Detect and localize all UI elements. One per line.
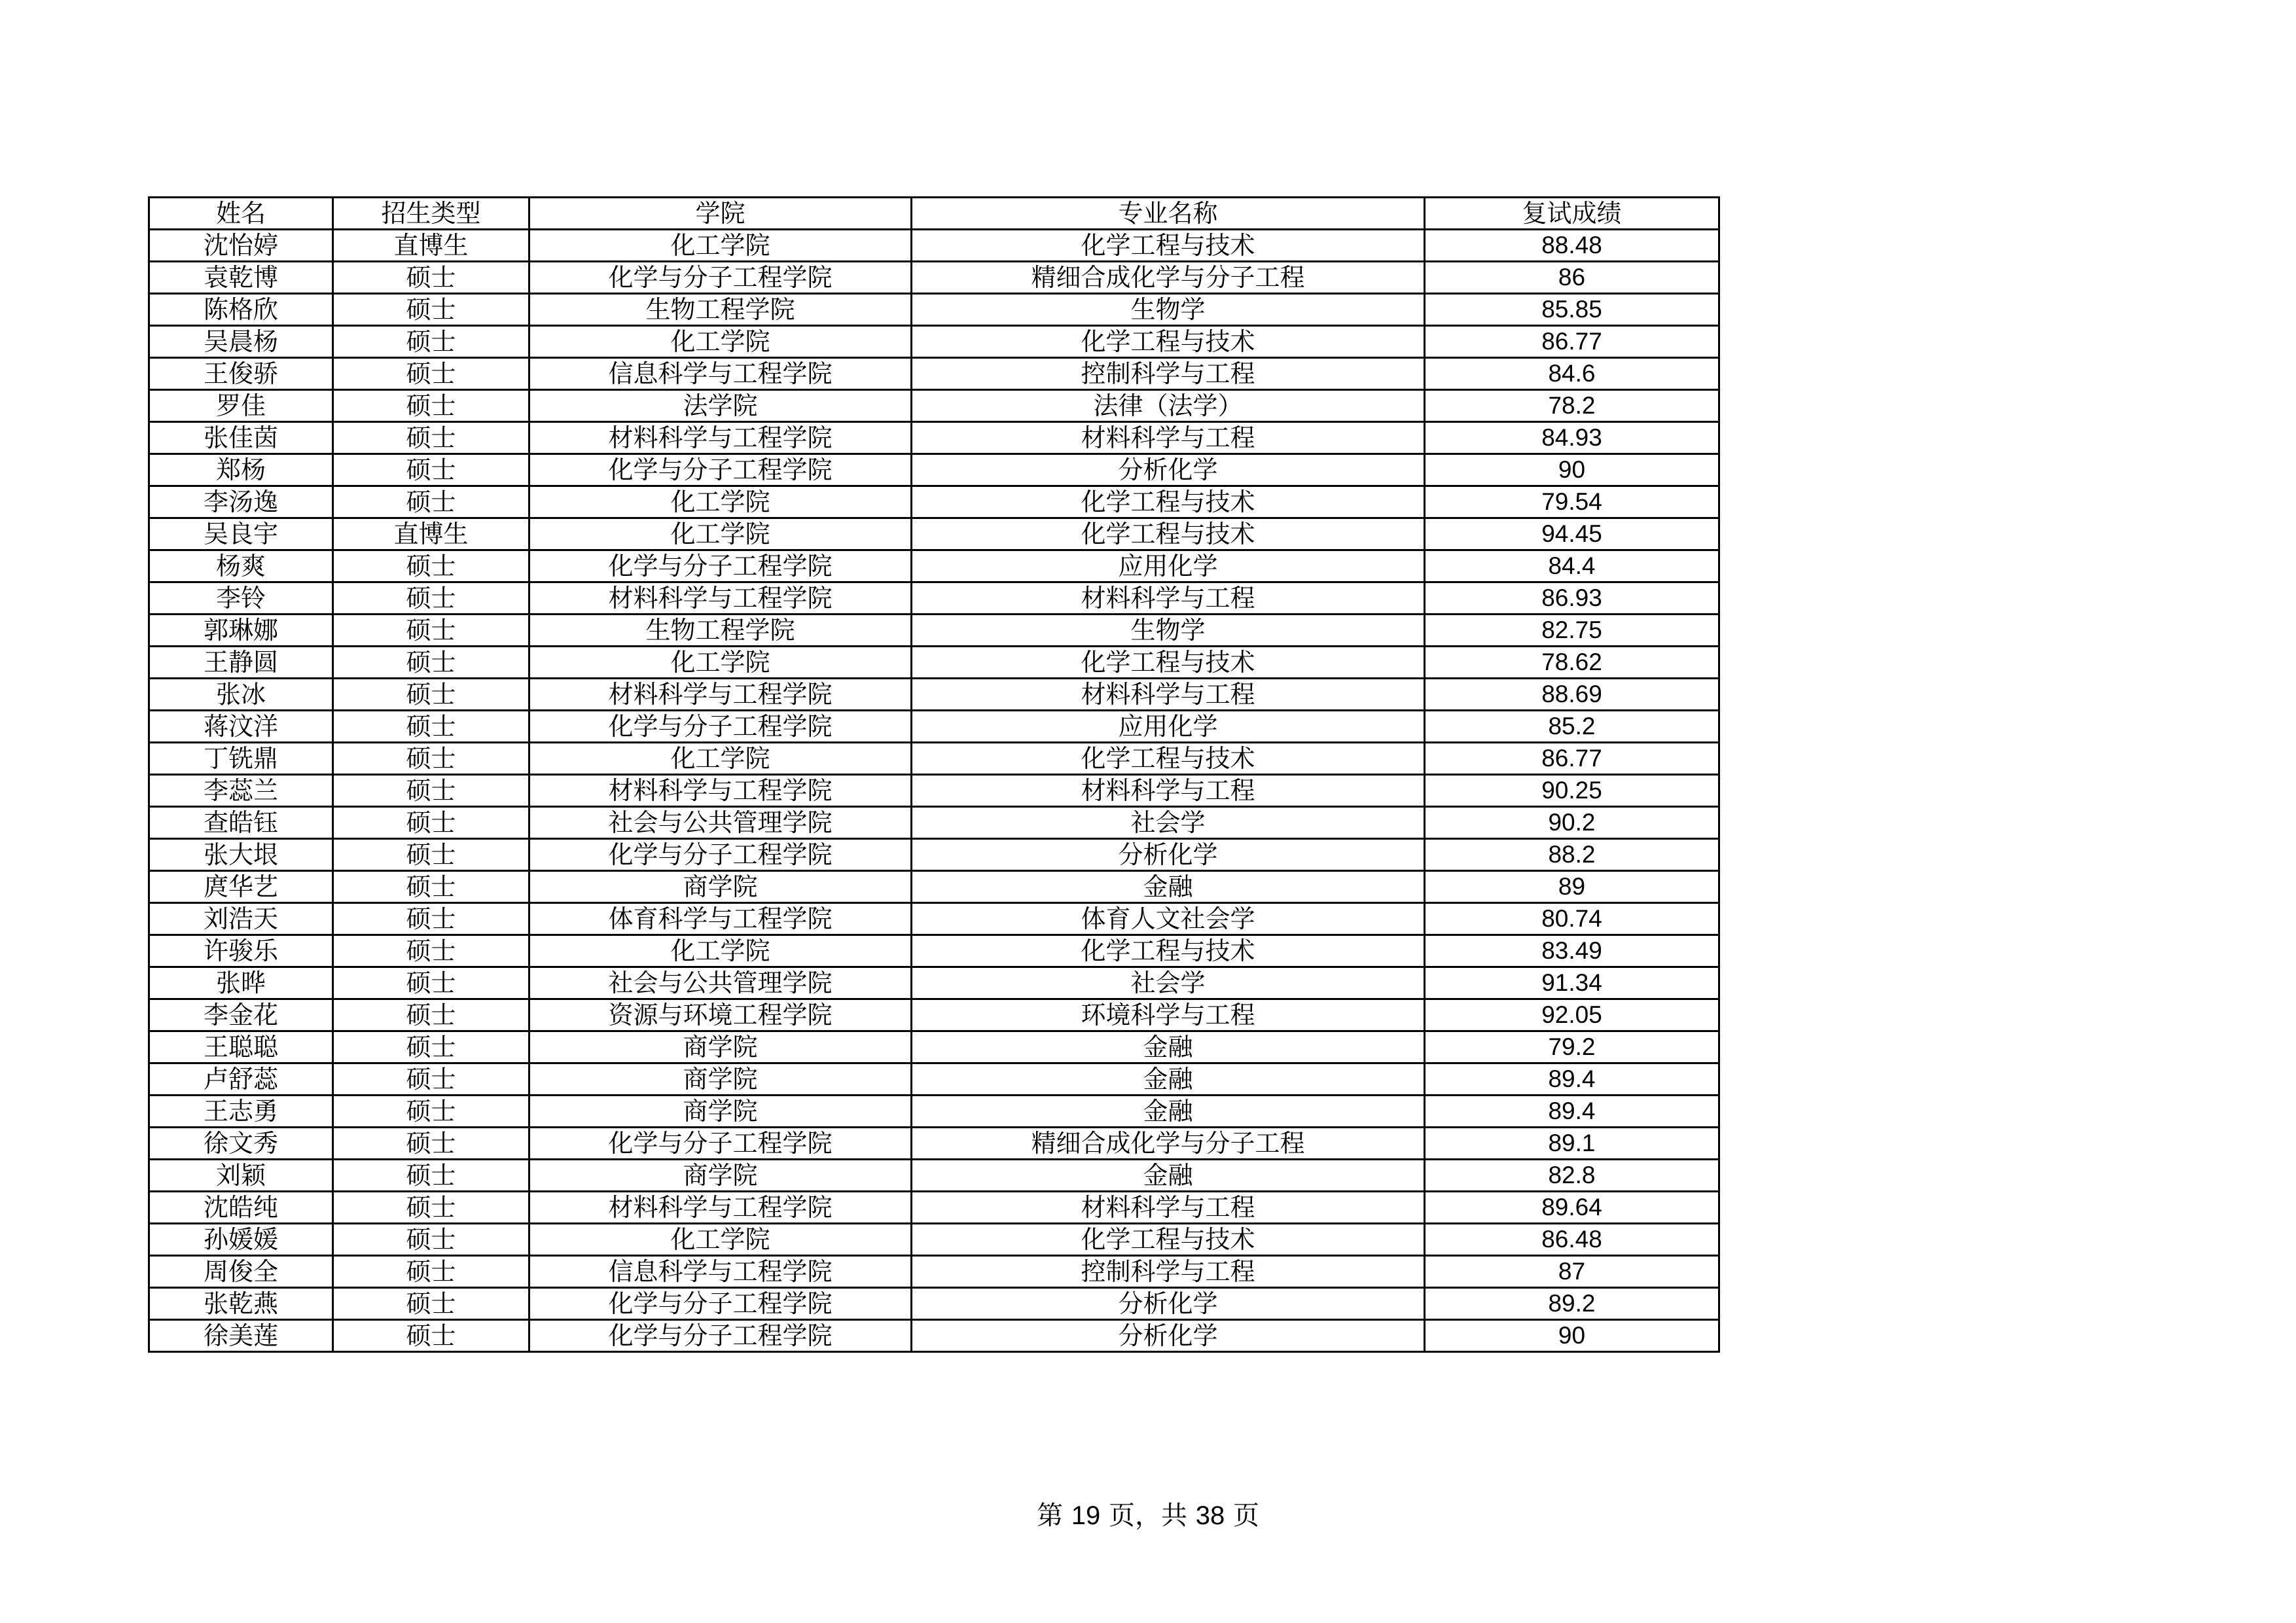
cell-type: 硕士 xyxy=(333,967,529,999)
table-row xyxy=(149,647,1719,679)
cell-college: 商学院 xyxy=(529,871,912,903)
cell-type: 硕士 xyxy=(333,486,529,518)
cell-college: 社会与公共管理学院 xyxy=(529,807,912,839)
cell-name: 李铃 xyxy=(149,582,333,615)
cell-type: 硕士 xyxy=(333,326,529,358)
table-row xyxy=(149,1288,1719,1320)
cell-score: 89.64 xyxy=(1425,1192,1719,1224)
page-footer xyxy=(0,1500,2296,1531)
cell-major: 金融 xyxy=(912,1096,1425,1128)
cell-major: 法律（法学） xyxy=(912,390,1425,422)
table-row xyxy=(149,358,1719,390)
table-row xyxy=(149,486,1719,518)
cell-score: 91.34 xyxy=(1425,967,1719,999)
table-row xyxy=(149,422,1719,454)
cell-major: 分析化学 xyxy=(912,839,1425,871)
cell-college: 化学与分子工程学院 xyxy=(529,550,912,582)
cell-name: 杨爽 xyxy=(149,550,333,582)
table-row xyxy=(149,1063,1719,1096)
cell-major: 金融 xyxy=(912,871,1425,903)
cell-major: 化学工程与技术 xyxy=(912,230,1425,262)
cell-score: 89 xyxy=(1425,871,1719,903)
cell-name: 郑杨 xyxy=(149,454,333,486)
cell-score: 86.77 xyxy=(1425,743,1719,775)
cell-type: 直博生 xyxy=(333,230,529,262)
cell-score: 83.49 xyxy=(1425,935,1719,967)
cell-major: 材料科学与工程 xyxy=(912,775,1425,807)
cell-major: 金融 xyxy=(912,1063,1425,1096)
footer-current-page: 19 xyxy=(1071,1501,1101,1530)
cell-college: 法学院 xyxy=(529,390,912,422)
table-row xyxy=(149,807,1719,839)
table-row xyxy=(149,679,1719,711)
cell-score: 85.2 xyxy=(1425,711,1719,743)
cell-score: 89.4 xyxy=(1425,1096,1719,1128)
cell-major: 化学工程与技术 xyxy=(912,486,1425,518)
cell-major: 体育人文社会学 xyxy=(912,903,1425,935)
table-row xyxy=(149,1224,1719,1256)
cell-college: 化学与分子工程学院 xyxy=(529,711,912,743)
cell-major: 化学工程与技术 xyxy=(912,935,1425,967)
cell-major: 精细合成化学与分子工程 xyxy=(912,262,1425,294)
cell-name: 李金花 xyxy=(149,999,333,1031)
cell-major: 生物学 xyxy=(912,615,1425,647)
cell-name: 王志勇 xyxy=(149,1096,333,1128)
cell-name: 庹华艺 xyxy=(149,871,333,903)
cell-college: 商学院 xyxy=(529,1031,912,1063)
cell-type: 硕士 xyxy=(333,1288,529,1320)
cell-score: 84.6 xyxy=(1425,358,1719,390)
table-row xyxy=(149,1096,1719,1128)
cell-major: 化学工程与技术 xyxy=(912,326,1425,358)
cell-score: 86 xyxy=(1425,262,1719,294)
cell-major: 金融 xyxy=(912,1160,1425,1192)
cell-score: 86.48 xyxy=(1425,1224,1719,1256)
table-row xyxy=(149,1256,1719,1288)
cell-college: 化学与分子工程学院 xyxy=(529,262,912,294)
cell-major: 材料科学与工程 xyxy=(912,679,1425,711)
cell-name: 查皓钰 xyxy=(149,807,333,839)
table-row xyxy=(149,454,1719,486)
footer-prefix: 第 xyxy=(1037,1501,1064,1531)
cell-score: 94.45 xyxy=(1425,518,1719,550)
cell-college: 材料科学与工程学院 xyxy=(529,422,912,454)
cell-name: 许骏乐 xyxy=(149,935,333,967)
cell-name: 张冰 xyxy=(149,679,333,711)
cell-type: 硕士 xyxy=(333,711,529,743)
cell-name: 丁铣鼎 xyxy=(149,743,333,775)
table-row xyxy=(149,1031,1719,1063)
table-row xyxy=(149,711,1719,743)
table-row xyxy=(149,1320,1719,1352)
cell-type: 硕士 xyxy=(333,1128,529,1160)
cell-type: 硕士 xyxy=(333,807,529,839)
cell-name: 吴晨杨 xyxy=(149,326,333,358)
cell-name: 张大垠 xyxy=(149,839,333,871)
table-row xyxy=(149,839,1719,871)
cell-college: 化工学院 xyxy=(529,326,912,358)
cell-name: 沈皓纯 xyxy=(149,1192,333,1224)
cell-name: 李汤逸 xyxy=(149,486,333,518)
cell-college: 生物工程学院 xyxy=(529,294,912,326)
cell-college: 信息科学与工程学院 xyxy=(529,358,912,390)
cell-college: 化学与分子工程学院 xyxy=(529,839,912,871)
cell-score: 82.8 xyxy=(1425,1160,1719,1192)
cell-major: 化学工程与技术 xyxy=(912,743,1425,775)
cell-name: 袁乾博 xyxy=(149,262,333,294)
cell-college: 材料科学与工程学院 xyxy=(529,1192,912,1224)
footer-suffix: 页 xyxy=(1232,1501,1259,1531)
cell-major: 化学工程与技术 xyxy=(912,1224,1425,1256)
header-score: 复试成绩 xyxy=(1425,198,1719,230)
cell-score: 88.69 xyxy=(1425,679,1719,711)
cell-name: 王静圆 xyxy=(149,647,333,679)
table-row xyxy=(149,871,1719,903)
cell-major: 材料科学与工程 xyxy=(912,1192,1425,1224)
cell-name: 沈怡婷 xyxy=(149,230,333,262)
table-row xyxy=(149,326,1719,358)
cell-type: 硕士 xyxy=(333,582,529,615)
cell-major: 金融 xyxy=(912,1031,1425,1063)
cell-name: 王聪聪 xyxy=(149,1031,333,1063)
cell-college: 商学院 xyxy=(529,1096,912,1128)
cell-type: 硕士 xyxy=(333,1096,529,1128)
cell-name: 李蕊兰 xyxy=(149,775,333,807)
cell-college: 化工学院 xyxy=(529,935,912,967)
cell-score: 89.1 xyxy=(1425,1128,1719,1160)
cell-college: 材料科学与工程学院 xyxy=(529,679,912,711)
cell-score: 89.4 xyxy=(1425,1063,1719,1096)
cell-name: 蒋汶洋 xyxy=(149,711,333,743)
cell-name: 张佳茵 xyxy=(149,422,333,454)
cell-type: 硕士 xyxy=(333,454,529,486)
cell-type: 硕士 xyxy=(333,935,529,967)
cell-major: 应用化学 xyxy=(912,711,1425,743)
cell-major: 环境科学与工程 xyxy=(912,999,1425,1031)
cell-type: 直博生 xyxy=(333,518,529,550)
cell-type: 硕士 xyxy=(333,262,529,294)
cell-college: 化工学院 xyxy=(529,486,912,518)
cell-score: 84.93 xyxy=(1425,422,1719,454)
table-row xyxy=(149,550,1719,582)
cell-score: 86.77 xyxy=(1425,326,1719,358)
cell-type: 硕士 xyxy=(333,1031,529,1063)
cell-major: 材料科学与工程 xyxy=(912,582,1425,615)
cell-college: 资源与环境工程学院 xyxy=(529,999,912,1031)
table-row xyxy=(149,230,1719,262)
table-body xyxy=(149,230,1719,1352)
cell-name: 徐美莲 xyxy=(149,1320,333,1352)
cell-college: 体育科学与工程学院 xyxy=(529,903,912,935)
cell-type: 硕士 xyxy=(333,294,529,326)
cell-score: 80.74 xyxy=(1425,903,1719,935)
cell-major: 分析化学 xyxy=(912,1288,1425,1320)
cell-major: 化学工程与技术 xyxy=(912,518,1425,550)
cell-major: 社会学 xyxy=(912,807,1425,839)
cell-major: 材料科学与工程 xyxy=(912,422,1425,454)
cell-name: 刘浩天 xyxy=(149,903,333,935)
cell-type: 硕士 xyxy=(333,1320,529,1352)
cell-score: 86.93 xyxy=(1425,582,1719,615)
cell-name: 王俊骄 xyxy=(149,358,333,390)
header-type: 招生类型 xyxy=(333,198,529,230)
cell-type: 硕士 xyxy=(333,999,529,1031)
cell-college: 化工学院 xyxy=(529,1224,912,1256)
cell-type: 硕士 xyxy=(333,679,529,711)
cell-score: 78.62 xyxy=(1425,647,1719,679)
cell-college: 材料科学与工程学院 xyxy=(529,775,912,807)
cell-college: 化学与分子工程学院 xyxy=(529,454,912,486)
cell-major: 精细合成化学与分子工程 xyxy=(912,1128,1425,1160)
cell-score: 88.2 xyxy=(1425,839,1719,871)
table-row xyxy=(149,518,1719,550)
table-row xyxy=(149,1128,1719,1160)
cell-college: 化工学院 xyxy=(529,647,912,679)
cell-college: 化工学院 xyxy=(529,743,912,775)
table-row xyxy=(149,935,1719,967)
table-row xyxy=(149,1160,1719,1192)
cell-score: 79.54 xyxy=(1425,486,1719,518)
cell-name: 周俊全 xyxy=(149,1256,333,1288)
cell-name: 郭琳娜 xyxy=(149,615,333,647)
cell-type: 硕士 xyxy=(333,1224,529,1256)
cell-major: 分析化学 xyxy=(912,1320,1425,1352)
cell-score: 88.48 xyxy=(1425,230,1719,262)
cell-college: 化学与分子工程学院 xyxy=(529,1128,912,1160)
cell-score: 90.25 xyxy=(1425,775,1719,807)
cell-type: 硕士 xyxy=(333,550,529,582)
cell-score: 84.4 xyxy=(1425,550,1719,582)
cell-college: 化学与分子工程学院 xyxy=(529,1288,912,1320)
table-row xyxy=(149,903,1719,935)
cell-name: 张乾燕 xyxy=(149,1288,333,1320)
cell-type: 硕士 xyxy=(333,390,529,422)
cell-type: 硕士 xyxy=(333,422,529,454)
table-row xyxy=(149,294,1719,326)
cell-score: 79.2 xyxy=(1425,1031,1719,1063)
cell-score: 87 xyxy=(1425,1256,1719,1288)
cell-college: 商学院 xyxy=(529,1063,912,1096)
cell-major: 控制科学与工程 xyxy=(912,358,1425,390)
cell-college: 生物工程学院 xyxy=(529,615,912,647)
cell-college: 化工学院 xyxy=(529,230,912,262)
table-row xyxy=(149,390,1719,422)
table-row xyxy=(149,1192,1719,1224)
cell-type: 硕士 xyxy=(333,1256,529,1288)
table-row xyxy=(149,582,1719,615)
table-row xyxy=(149,967,1719,999)
cell-college: 化学与分子工程学院 xyxy=(529,1320,912,1352)
header-name: 姓名 xyxy=(149,198,333,230)
cell-name: 陈格欣 xyxy=(149,294,333,326)
cell-score: 90.2 xyxy=(1425,807,1719,839)
cell-score: 92.05 xyxy=(1425,999,1719,1031)
footer-middle: 页，共 xyxy=(1109,1501,1187,1531)
cell-score: 89.2 xyxy=(1425,1288,1719,1320)
header-major: 专业名称 xyxy=(912,198,1425,230)
cell-type: 硕士 xyxy=(333,903,529,935)
cell-type: 硕士 xyxy=(333,1160,529,1192)
footer-total-pages: 38 xyxy=(1195,1501,1225,1530)
cell-name: 孙媛媛 xyxy=(149,1224,333,1256)
cell-major: 社会学 xyxy=(912,967,1425,999)
cell-name: 吴良宇 xyxy=(149,518,333,550)
cell-college: 信息科学与工程学院 xyxy=(529,1256,912,1288)
cell-name: 罗佳 xyxy=(149,390,333,422)
cell-score: 90 xyxy=(1425,1320,1719,1352)
cell-major: 应用化学 xyxy=(912,550,1425,582)
table-row xyxy=(149,262,1719,294)
cell-score: 78.2 xyxy=(1425,390,1719,422)
cell-type: 硕士 xyxy=(333,1192,529,1224)
table-row xyxy=(149,775,1719,807)
cell-major: 控制科学与工程 xyxy=(912,1256,1425,1288)
cell-type: 硕士 xyxy=(333,839,529,871)
table-row xyxy=(149,615,1719,647)
header-college: 学院 xyxy=(529,198,912,230)
cell-major: 化学工程与技术 xyxy=(912,647,1425,679)
cell-type: 硕士 xyxy=(333,871,529,903)
table-row xyxy=(149,743,1719,775)
cell-college: 材料科学与工程学院 xyxy=(529,582,912,615)
cell-major: 分析化学 xyxy=(912,454,1425,486)
cell-type: 硕士 xyxy=(333,775,529,807)
table-row xyxy=(149,999,1719,1031)
cell-score: 90 xyxy=(1425,454,1719,486)
cell-type: 硕士 xyxy=(333,358,529,390)
cell-name: 刘颖 xyxy=(149,1160,333,1192)
score-table xyxy=(148,196,1720,1353)
cell-score: 82.75 xyxy=(1425,615,1719,647)
table-header-row xyxy=(149,198,1719,230)
cell-major: 生物学 xyxy=(912,294,1425,326)
cell-type: 硕士 xyxy=(333,615,529,647)
cell-name: 张晔 xyxy=(149,967,333,999)
cell-type: 硕士 xyxy=(333,647,529,679)
cell-college: 化工学院 xyxy=(529,518,912,550)
cell-type: 硕士 xyxy=(333,743,529,775)
cell-name: 卢舒蕊 xyxy=(149,1063,333,1096)
cell-name: 徐文秀 xyxy=(149,1128,333,1160)
cell-college: 社会与公共管理学院 xyxy=(529,967,912,999)
cell-college: 商学院 xyxy=(529,1160,912,1192)
cell-type: 硕士 xyxy=(333,1063,529,1096)
cell-score: 85.85 xyxy=(1425,294,1719,326)
